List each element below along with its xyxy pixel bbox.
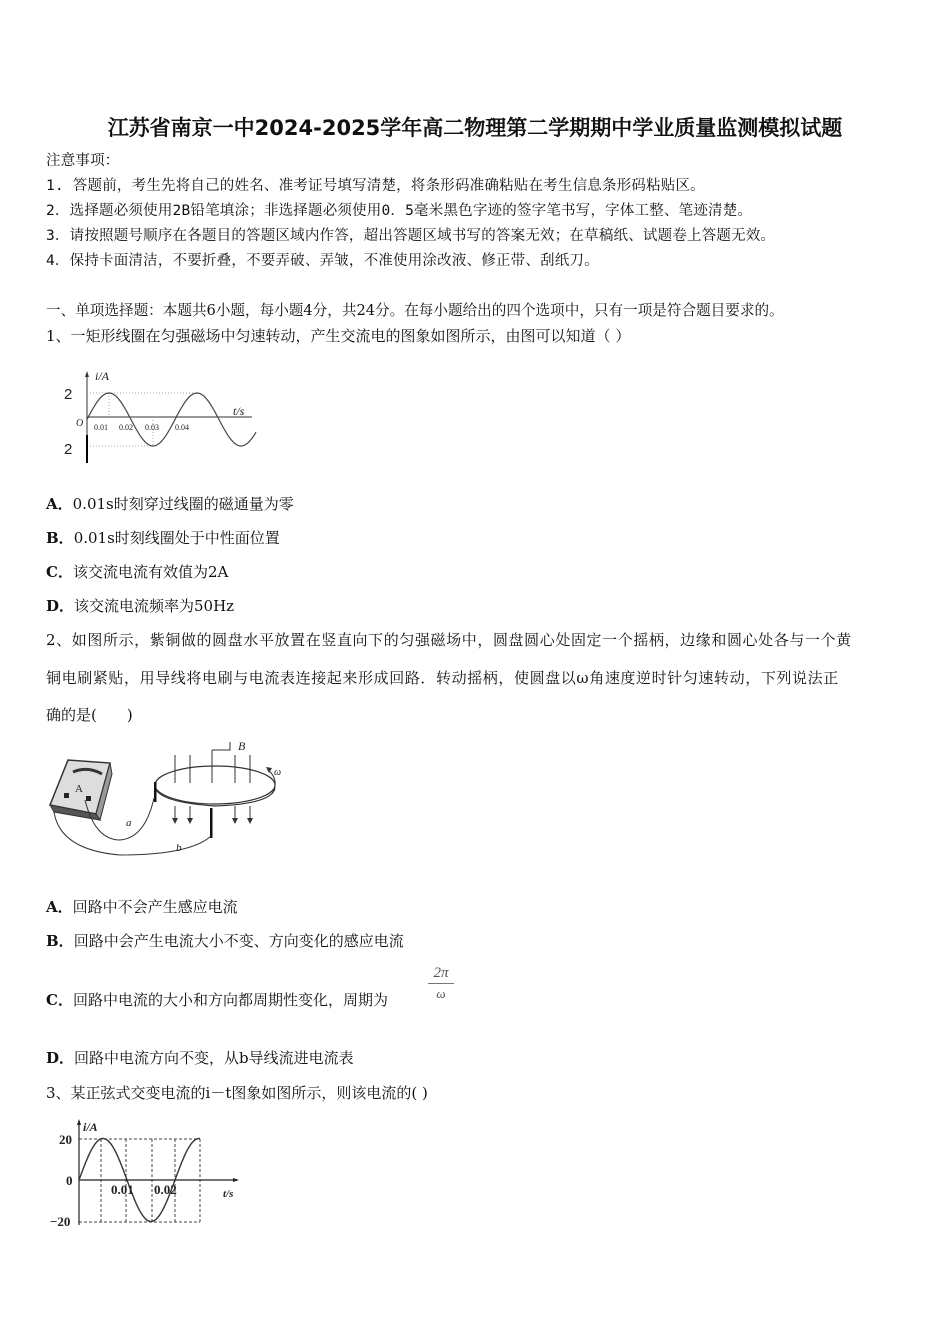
meter-label: A [75, 783, 83, 795]
note-item: 3．请按照题号顺序在各题目的答题区域内作答，超出答题区域书写的答案无效；在草稿纸、试题卷上答题无效。 [46, 228, 776, 244]
zero-label: 0 [66, 1173, 73, 1188]
option-text: 0.01s时刻线圈处于中性面位置 [73, 529, 280, 547]
q3-current-graph [40, 1115, 260, 1230]
tick-label: 0.02 [119, 423, 133, 432]
q2-disk-generator-diagram [40, 730, 300, 860]
q2-option-b[interactable] [46, 931, 404, 951]
option-text: 该交流电流频率为50Hz [74, 597, 235, 615]
option-text: 该交流电流有效值为2A [72, 563, 229, 581]
ammeter-icon [50, 760, 112, 820]
note-item: 1. 答题前，考生先将自己的姓名、准考证号填写清楚，将条形码准确粘贴在考生信息条形码粘贴区。 [46, 178, 705, 194]
question-1-stem: 1、一矩形线圈在匀强磁场中匀速转动，产生交流电的图象如图所示，由图可以知道（ ） [46, 327, 631, 345]
tick-label: 0.03 [145, 423, 159, 432]
y-max-label: 20 [59, 1132, 72, 1147]
field-label: B [238, 739, 246, 753]
section-heading: 一、单项选择题：本题共6小题，每小题4分，共24分。在每小题给出的四个选项中，只有一项是符合题目要求的。 [46, 302, 784, 319]
tick-label: 0.01 [111, 1182, 134, 1197]
option-letter: A． [46, 495, 73, 513]
y-axis-label: i/A [95, 369, 109, 383]
option-text: 回路中不会产生感应电流 [72, 898, 238, 916]
omega-label: ω [274, 767, 282, 778]
question-2-stem: 确的是( ) [46, 706, 133, 724]
option-letter: C． [46, 991, 73, 1009]
question-3-stem: 3、某正弦式交变电流的i－t图象如图所示，则该电流的( ) [46, 1084, 428, 1102]
tick-label: 0.01 [94, 423, 108, 432]
y-max-label: 2 [64, 386, 73, 403]
q1-current-graph [40, 355, 270, 465]
note-item: 2．选择题必须使用2B铅笔填涂；非选择题必须使用0．5毫米黑色字迹的签字笔书写，字体工整、笔迹清楚。 [46, 203, 753, 219]
q2-option-c[interactable] [46, 990, 388, 1010]
option-letter: D． [46, 597, 75, 615]
option-letter: A． [46, 898, 73, 916]
x-axis-label: t/s [223, 1188, 234, 1200]
option-letter: B． [46, 932, 74, 950]
wire-a-label: a [126, 817, 132, 829]
y-min-label: 2 [64, 441, 73, 458]
x-axis-label: t/s [233, 404, 245, 418]
option-text: 回路中电流的大小和方向都周期性变化，周期为 [72, 991, 388, 1009]
wire-b-label: b [176, 842, 182, 854]
y-min-label: −20 [50, 1214, 71, 1229]
page-title: 江苏省南京一中2024-2025学年高二物理第二学期期中学业质量监测模拟试题 [107, 116, 843, 140]
option-text: 回路中会产生电流大小不变、方向变化的感应电流 [73, 932, 404, 950]
option-letter: C． [46, 563, 73, 581]
option-letter: D． [46, 1049, 75, 1067]
fraction-numerator: 2π [428, 963, 454, 984]
q1-option-d[interactable] [46, 596, 234, 616]
tick-label: 0.04 [175, 423, 189, 432]
period-fraction [428, 963, 454, 1004]
option-letter: B． [46, 529, 74, 547]
tick-label: 0.02 [154, 1182, 177, 1197]
question-2-stem: 铜电刷紧贴，用导线将电刷与电流表连接起来形成回路．转动摇柄，使圆盘以ω角速度逆时针匀速转动，下列说法正 [46, 669, 839, 687]
option-text: 0.01s时刻穿过线圈的磁通量为零 [72, 495, 294, 513]
note-item: 4．保持卡面清洁，不要折叠，不要弄破、弄皱，不准使用涂改液、修正带、刮纸刀。 [46, 253, 599, 269]
option-text: 回路中电流方向不变，从b导线流进电流表 [74, 1049, 354, 1067]
fraction-denominator: ω [436, 986, 446, 1001]
question-2-stem: 2、如图所示，紫铜做的圆盘水平放置在竖直向下的匀强磁场中，圆盘圆心处固定一个摇柄，边缘和圆心处各与一个黄 [46, 631, 852, 649]
q2-option-d[interactable] [46, 1048, 354, 1068]
q1-option-b[interactable] [46, 528, 280, 548]
y-axis-label: i/A [83, 1120, 98, 1134]
notes-heading: 注意事项： [46, 153, 120, 169]
origin-label: O [76, 418, 84, 429]
q1-option-c[interactable] [46, 562, 228, 582]
q2-option-a[interactable] [46, 897, 238, 917]
q1-option-a[interactable] [46, 494, 294, 514]
